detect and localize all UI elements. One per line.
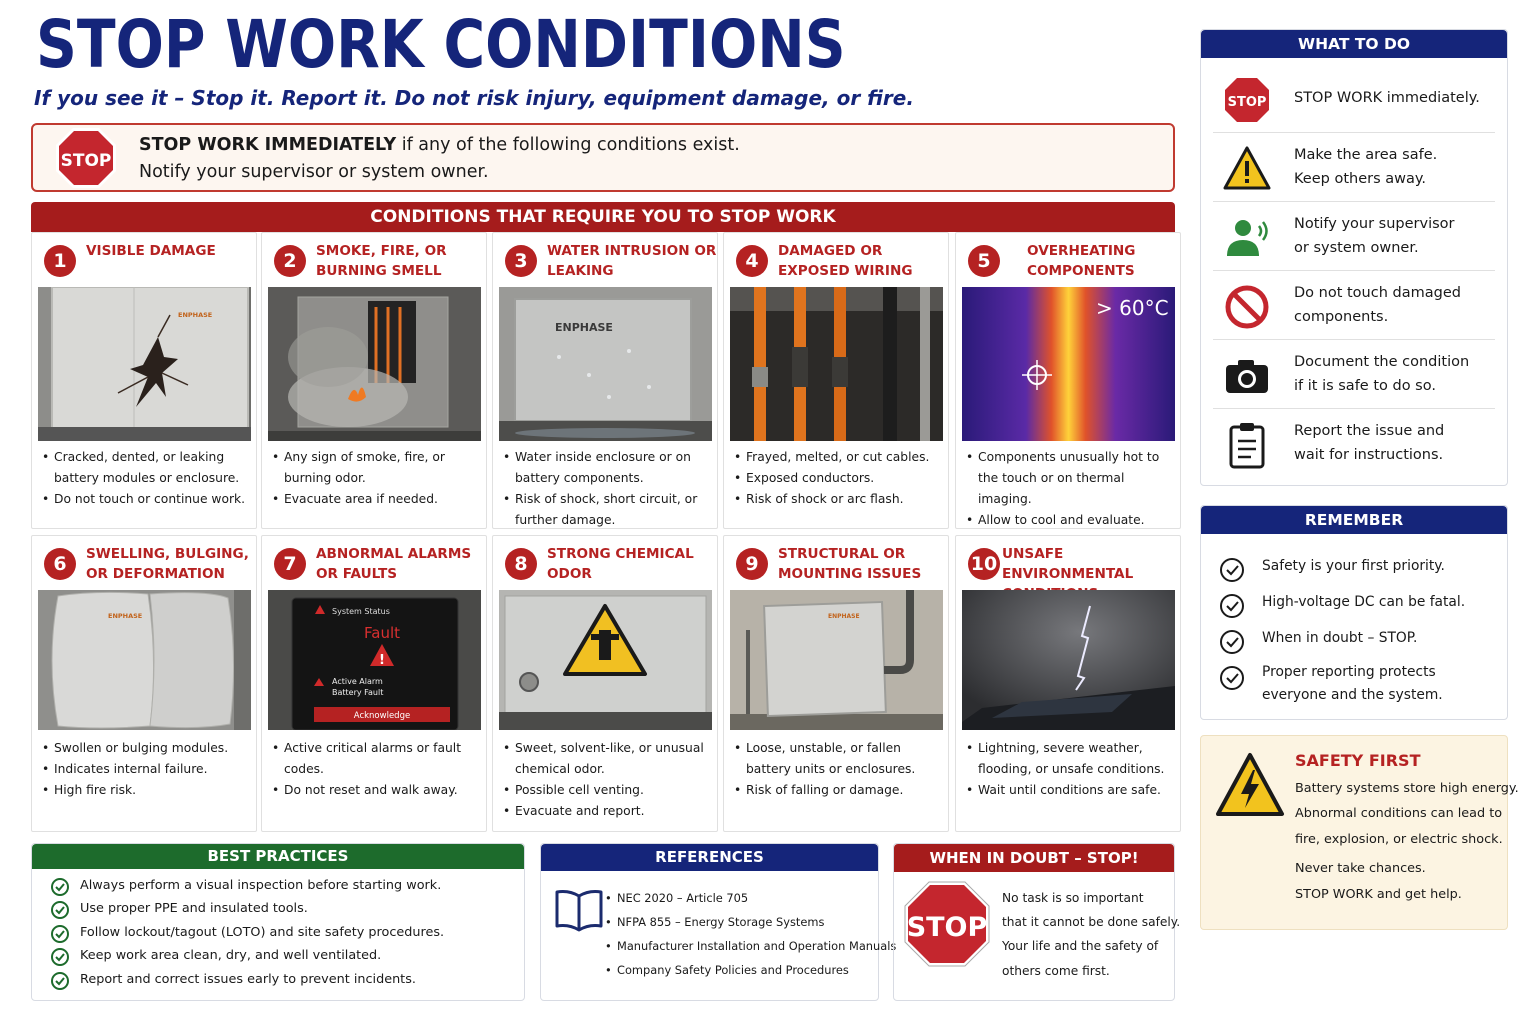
clipboard-icon [1223, 421, 1271, 469]
safety-first-line: Battery systems store high energy. [1295, 781, 1519, 796]
condition-number: 10 [968, 548, 1000, 580]
stop-sign-icon [904, 881, 990, 967]
banner-line-2: Notify your supervisor or system owner. [139, 162, 489, 182]
conditions-header: CONDITIONS THAT REQUIRE YOU TO STOP WORK [31, 202, 1175, 232]
condition-card-2 [261, 232, 487, 529]
condition-bullet: • Evacuate area if needed. [272, 489, 482, 510]
check-circle-icon [1219, 593, 1245, 619]
safety-first-line: STOP WORK and get help. [1295, 887, 1462, 902]
brand-label: ENPHASE [178, 311, 213, 319]
remember-line: everyone and the system. [1262, 687, 1443, 703]
condition-title: OVERHEATING COMPONENTS [1027, 243, 1136, 279]
screen-acknowledge-button: Acknowledge [353, 711, 411, 721]
damaged-wiring-image [730, 287, 943, 441]
safety-first-panel [1200, 735, 1519, 930]
check-circle-icon [1219, 665, 1245, 691]
condition-bullet: • Water inside enclosure or on battery components. [503, 447, 713, 489]
safety-first-line: fire, explosion, or electric shock. [1295, 832, 1503, 847]
todo-line: Make the area safe. [1294, 147, 1438, 163]
when-in-doubt-panel [893, 843, 1181, 1001]
condition-card-5 [955, 232, 1181, 529]
stop-work-banner [31, 123, 1175, 192]
condition-bullet: • Risk of falling or damage. [734, 780, 944, 801]
prohibited-icon [1223, 283, 1271, 331]
remember-text: Safety is your first priority. [1262, 558, 1445, 574]
safety-first-title: SAFETY FIRST [1295, 751, 1421, 770]
best-practice-text: Always perform a visual inspection before starting work. [80, 878, 442, 893]
reference-item: • NEC 2020 – Article 705 [617, 891, 748, 905]
condition-title: ABNORMAL ALARMS OR FAULTS [316, 546, 472, 582]
reference-item: • NFPA 855 – Energy Storage Systems [617, 915, 824, 929]
condition-number: 8 [505, 548, 537, 580]
condition-bullet: • Indicates internal failure. [42, 759, 252, 780]
remember-text: When in doubt – STOP. [1262, 630, 1418, 646]
condition-card-10 [955, 535, 1181, 832]
reference-item: • Manufacturer Installation and Operation Manuals [617, 939, 896, 953]
temperature-readout: > 60°C [1096, 296, 1169, 320]
todo-item [1213, 64, 1495, 133]
condition-bullet: • Do not reset and walk away. [272, 780, 482, 801]
condition-bullet: • Do not touch or continue work. [42, 489, 252, 510]
condition-bullets [966, 738, 1176, 801]
todo-item [1213, 340, 1495, 409]
camera-icon [1223, 352, 1271, 400]
condition-bullet: • Possible cell venting. [503, 780, 713, 801]
condition-number: 6 [44, 548, 76, 580]
todo-text: STOP WORK immediately. [1294, 90, 1480, 106]
condition-bullet: • Risk of shock, short circuit, or further damage. [503, 489, 713, 531]
screen-alarm-2: Battery Fault [332, 688, 384, 697]
condition-bullet: • Cracked, dented, or leaking battery modules or enclosure. [42, 447, 252, 489]
todo-line: components. [1294, 309, 1389, 325]
brand-label: ENPHASE [108, 612, 143, 620]
stop-sign-label: STOP [60, 151, 112, 171]
brand-label: ENPHASE [828, 613, 860, 620]
page-subtitle: If you see it – Stop it. Report it. Do not risk injury, equipment damage, or fire. [34, 86, 914, 110]
condition-title: VISIBLE DAMAGE [86, 243, 216, 259]
warning-icon [1223, 145, 1271, 193]
reference-item: • Company Safety Policies and Procedures [617, 963, 849, 977]
condition-card-6 [31, 535, 257, 832]
person-notify-icon [1223, 214, 1271, 262]
high-voltage-icon [1215, 752, 1285, 818]
references-panel [540, 843, 897, 1001]
stop-sign-icon [1223, 76, 1271, 124]
condition-bullet: • Wait until conditions are safe. [966, 780, 1176, 801]
stop-sign-label: STOP [1227, 95, 1267, 110]
condition-bullet: • Exposed conductors. [734, 468, 944, 489]
condition-title: SMOKE, FIRE, OR BURNING SMELL [316, 243, 447, 279]
todo-item [1213, 409, 1495, 478]
todo-line: Document the condition [1294, 354, 1470, 370]
safety-first-line: Never take chances. [1295, 861, 1426, 876]
condition-bullet: • High fire risk. [42, 780, 252, 801]
todo-line: Report the issue and [1294, 423, 1445, 439]
condition-bullets [966, 447, 1176, 531]
water-intrusion-image [499, 287, 712, 441]
condition-title: SWELLING, BULGING, OR DEFORMATION [86, 546, 249, 582]
condition-bullet: • Lightning, severe weather, flooding, or unsafe conditions. [966, 738, 1176, 780]
todo-line: Notify your supervisor [1294, 216, 1455, 232]
check-circle-icon [50, 947, 70, 967]
when-in-doubt-line: Your life and the safety of [1002, 939, 1159, 953]
best-practices-panel [31, 843, 525, 1001]
smoke-fire-image [268, 287, 481, 441]
remember-header: REMEMBER [1201, 506, 1507, 534]
safety-first-line: Abnormal conditions can lead to [1295, 806, 1503, 821]
what-to-do-header: WHAT TO DO [1201, 30, 1507, 58]
condition-bullets [503, 447, 713, 531]
check-circle-icon [50, 971, 70, 991]
condition-bullet: • Swollen or bulging modules. [42, 738, 252, 759]
best-practice-text: Report and correct issues early to prevent incidents. [80, 972, 416, 987]
condition-number: 7 [274, 548, 306, 580]
condition-bullet: • Any sign of smoke, fire, or burning odor. [272, 447, 482, 489]
alarm-screen-image [268, 590, 481, 744]
todo-text [1294, 350, 1494, 398]
condition-bullets [503, 738, 713, 822]
when-in-doubt-header: WHEN IN DOUBT – STOP! [894, 844, 1174, 872]
condition-card-8 [492, 535, 718, 832]
condition-bullets [734, 447, 944, 510]
condition-bullet: • Components unusually hot to the touch or on thermal imaging. [966, 447, 1176, 510]
todo-line: wait for instructions. [1294, 447, 1444, 463]
condition-number: 2 [274, 245, 306, 277]
condition-title: DAMAGED OR EXPOSED WIRING [778, 243, 913, 279]
best-practice-text: Follow lockout/tagout (LOTO) and site safety procedures. [80, 925, 445, 940]
check-circle-icon [50, 877, 70, 897]
condition-card-1 [31, 232, 257, 529]
condition-number: 3 [505, 245, 537, 277]
todo-line: Keep others away. [1294, 171, 1426, 187]
condition-title: WATER INTRUSION OR LEAKING [547, 243, 717, 279]
check-circle-icon [50, 900, 70, 920]
remember-line: Proper reporting protects [1262, 664, 1436, 680]
check-circle-icon [1219, 557, 1245, 583]
page-title: STOP WORK CONDITIONS [36, 6, 846, 83]
todo-line: Do not touch damaged [1294, 285, 1461, 301]
screen-fault: Fault [364, 624, 400, 642]
condition-bullet: • Evacuate and report. [503, 801, 713, 822]
condition-bullet: • Frayed, melted, or cut cables. [734, 447, 944, 468]
condition-title: STRUCTURAL OR MOUNTING ISSUES [778, 546, 922, 582]
todo-line: or system owner. [1294, 240, 1419, 256]
todo-text [1294, 281, 1494, 329]
condition-bullets [42, 738, 252, 801]
todo-text [1294, 419, 1494, 467]
condition-number: 9 [736, 548, 768, 580]
best-practices-header: BEST PRACTICES [32, 844, 524, 869]
condition-card-3 [492, 232, 718, 529]
todo-item [1213, 202, 1495, 271]
screen-status: System Status [332, 607, 390, 616]
condition-card-9 [723, 535, 949, 832]
best-practice-text: Use proper PPE and insulated tools. [80, 901, 308, 916]
thermal-image [962, 287, 1175, 441]
condition-title: UNSAFE ENVIRONMENTAL [1002, 546, 1134, 582]
todo-text [1294, 212, 1494, 260]
todo-text [1294, 143, 1494, 191]
banner-line-1-rest: if any of the following conditions exist. [396, 135, 740, 155]
screen-alarm-1: Active Alarm [332, 677, 383, 686]
condition-number: 4 [736, 245, 768, 277]
when-in-doubt-line: No task is so important [1002, 891, 1144, 905]
condition-number: 1 [44, 245, 76, 277]
condition-card-7 [261, 535, 487, 832]
condition-bullet: • Loose, unstable, or fallen battery units or enclosures. [734, 738, 944, 780]
condition-bullet: • Active critical alarms or fault codes. [272, 738, 482, 780]
brand-label: ENPHASE [555, 321, 613, 334]
condition-bullet: • Sweet, solvent-like, or unusual chemical odor. [503, 738, 713, 780]
todo-line: if it is safe to do so. [1294, 378, 1436, 394]
condition-bullets [734, 738, 944, 801]
storm-image [962, 590, 1175, 744]
condition-bullets [272, 738, 482, 801]
best-practice-text: Keep work area clean, dry, and well ventilated. [80, 948, 382, 963]
condition-number: 5 [968, 245, 1000, 277]
banner-line-1 [139, 135, 740, 155]
stop-sign-label: STOP [906, 912, 988, 943]
todo-item [1213, 271, 1495, 340]
remember-text: High-voltage DC can be fatal. [1262, 594, 1466, 610]
swelling-image [38, 590, 251, 744]
check-circle-icon [50, 924, 70, 944]
svg-text:!: ! [379, 653, 385, 668]
remember-panel [1200, 505, 1508, 720]
book-icon [553, 888, 605, 932]
visible-damage-image [38, 287, 251, 441]
what-to-do-panel [1200, 29, 1508, 486]
todo-item [1213, 133, 1495, 202]
structural-image [730, 590, 943, 744]
when-in-doubt-line: that it cannot be done safely. [1002, 915, 1181, 929]
stop-sign-icon [55, 127, 117, 189]
condition-title: STRONG CHEMICAL ODOR [547, 546, 694, 582]
when-in-doubt-line: others come first. [1002, 964, 1110, 978]
banner-line-1-bold: STOP WORK IMMEDIATELY [139, 135, 397, 155]
check-circle-icon [1219, 629, 1245, 655]
condition-bullet: • Allow to cool and evaluate. [966, 510, 1176, 531]
references-header: REFERENCES [541, 844, 878, 871]
condition-bullets [272, 447, 482, 510]
condition-card-4 [723, 232, 949, 529]
condition-bullets [42, 447, 252, 510]
condition-bullet: • Risk of shock or arc flash. [734, 489, 944, 510]
remember-text [1262, 661, 1502, 707]
chemical-odor-image [499, 590, 712, 744]
